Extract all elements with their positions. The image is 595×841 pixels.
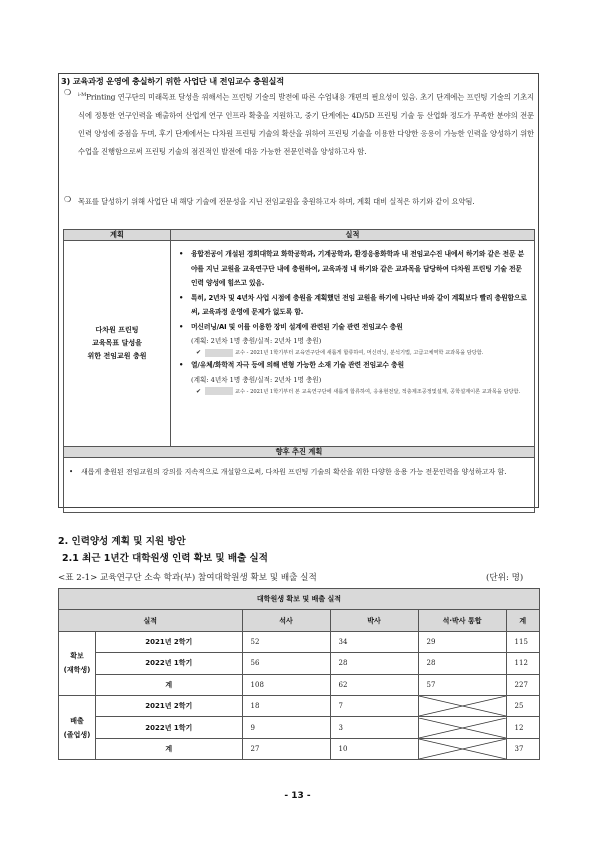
result-subnote: (계획: 2년차 1명 충원/실적: 2년차 1명 충원) [191,337,322,345]
group-label-line: (졸업생) [63,730,91,739]
empty-crossed-cell [418,717,506,738]
result-item [179,320,528,335]
cross-out-icon [419,718,506,738]
cell-value: 37 [506,738,539,759]
circle-bullet-icon: ❍ [64,88,72,97]
col-header-plan: 계획 [64,230,171,241]
cell-value: 27 [242,738,330,759]
check-text: 교수 - 2021년 1학기부터 교육연구단에 새롭게 합류하여, 머신러닝, 분석기법, 고급고체역학 교과목을 담당함. [235,350,484,356]
result-check-item [179,348,528,358]
cell-value: 25 [506,695,539,716]
result-text: 특히, 2년차 및 4년차 사업 시점에 충원을 계획했던 전임 교원을 하기에 나타난 바와 같이 계획보다 빨리 충원함으로써, 교육과정 운영에 문제가 없도록 함. [191,293,527,316]
col-header-master: 석사 [242,610,330,631]
bullet-dot-icon: • [179,322,184,331]
row-label: 계 [96,738,243,759]
result-item [179,291,528,320]
circle-bullet-icon: ❍ [64,195,72,204]
col-header-phd: 박사 [330,610,418,631]
plan-cell [64,241,171,447]
plan-cell-line: 교육목표 달성을 [92,339,142,347]
graduate-students-table [58,588,540,760]
group-label-line: (재학생) [63,666,91,675]
group-label-line: 배출 [70,716,84,725]
row-label: 2021년 2학기 [96,631,243,652]
cell-value: 28 [418,653,506,674]
result-item [179,247,528,291]
redacted-name [205,349,233,357]
section3-title: 3) 교육과정 운영에 충실하기 위한 사업단 내 전임교수 충원실적 [61,76,284,86]
result-text: 머신러닝/AI 및 이를 이용한 장비 설계에 관련된 기술 관련 전임교수 충원 [191,322,403,331]
check-icon: ✔ [196,349,202,356]
empty-crossed-cell [418,738,506,759]
cross-out-icon [419,739,506,759]
future-plan-body [65,459,533,485]
row-label: 2021년 2학기 [96,695,243,716]
cell-value: 3 [330,717,418,738]
future-plan-cell [64,458,535,513]
col-header-result: 실적 [59,610,243,631]
bullet-dot-icon: • [179,250,184,258]
section3-paragraph-2: 목표를 달성하기 위해 사업단 내 해당 기술에 전문성을 지닌 전임교원을 충원하고자 하며, 계획 대비 실적은 하기와 같이 요약됨. [78,197,475,206]
cell-value: 7 [330,695,418,716]
para1-prefix: i-M [78,92,87,98]
section-heading: 2. 인력양성 계획 및 지원 방안 [58,536,186,547]
result-cell [171,241,535,447]
cell-value: 29 [418,631,506,652]
cell-value: 115 [506,631,539,652]
empty-crossed-cell [418,695,506,716]
future-plan-text: 새롭게 충원된 전임교원의 강의를 지속적으로 개설함으로써, 다차원 프린팅 기술의 확산을 위한 다양한 응용 가능 전문인력을 양성하고자 함. [81,468,507,476]
plan-cell-line: 위한 전임교원 충원 [87,352,147,360]
cell-value: 28 [330,653,418,674]
result-item [179,358,528,373]
group-label-line: 확보 [70,652,84,661]
page-number: - 13 - [284,791,311,801]
cell-value: 112 [506,653,539,674]
group-label-enrolled [59,631,96,695]
row-label: 2022년 1학기 [96,717,243,738]
hiring-plan-table [63,229,535,513]
table-caption: <표 2-1> 교육연구단 소속 학과(부) 참여대학원생 확보 및 배출 실적 [58,573,317,583]
row-label: 2022년 1학기 [96,653,243,674]
cell-value: 34 [330,631,418,652]
table-unit: (단위: 명) [486,573,524,583]
col-header-integrated: 석·박사 통합 [418,610,506,631]
cell-value: 57 [418,674,506,695]
cell-value: 52 [242,631,330,652]
section3-paragraph-1 [78,86,534,161]
cell-value: 56 [242,653,330,674]
cell-value: 9 [242,717,330,738]
cell-value: 62 [330,674,418,695]
bullet-dot-icon: • [179,361,184,369]
col-header-result: 실적 [171,230,535,241]
bullet-dot-icon: • [179,293,184,302]
col-header-total: 계 [506,610,539,631]
bullet-dot-icon: • [69,468,74,476]
redacted-name [205,387,233,395]
future-plan-header: 향후 추진 계획 [64,447,535,458]
row-label: 계 [96,674,243,695]
cell-value: 108 [242,674,330,695]
result-text: 융합전공이 개설된 경희대학교 화학공학과, 기계공학과, 환경응용화학과 내 전임교수진 내에서 하기와 같은 전문 분야를 지닌 교원을 교육연구단 내에 충원하여, 교육과정 내 하기와 같은 교과목을 담당하여 다차원 프린팅 기술 전문 인력 양성에 힘쓰고 있음. [191,250,525,287]
table-top-header: 대학원생 확보 및 배출 실적 [59,589,540,610]
cell-value: 12 [506,717,539,738]
result-text: 열/유체/화학적 자극 등에 의해 변형 가능한 소재 기술 관련 전임교수 충원 [191,361,404,369]
section-subheading: 2.1 최근 1년간 대학원생 인력 확보 및 배출 실적 [62,553,268,564]
result-check-item [179,387,528,397]
check-icon: ✔ [196,387,202,395]
check-text: 교수 - 2021년 1학기부터 본 교육연구단에 새롭게 합류하여, 응용현전달, 적층제조공정및설계, 공학설계이론 교과목을 담당함. [235,388,521,395]
cell-value: 18 [242,695,330,716]
cell-value: 227 [506,674,539,695]
group-label-graduated [59,695,96,759]
cell-value: 10 [330,738,418,759]
result-subnote: (계획: 4년차 1명 충원/실적: 2년차 1명 충원) [191,375,322,384]
plan-cell-line: 다차원 프린팅 [95,326,139,334]
para1-text: Printing 연구단의 미래목표 달성을 위해서는 프린팅 기술의 발전에 따른 수업내용 개편의 필요성이 있음. 초기 단계에는 프린팅 기술의 기초지식에 정통한 연구인력을 배출하여 산업계 연구 인프라 확충을 지원하고, 중기 단계에는 4D/5D 프린팅 기술 등 산업화 정도가 무족한 분야의 전문인력 양성에 중점을 두며, 후기 단계에서는 다차원 프린팅 기술의 확산을 위하여 프린팅 기술을 이용한 다양한 응용이 가능한 인력을 양성하기 위한 수업을 진행함으로써 프린팅 기술의 점진적인 발전에 대응 가능한 전문인력을 양성하고자 함. [78,92,534,157]
cross-out-icon [419,696,506,716]
